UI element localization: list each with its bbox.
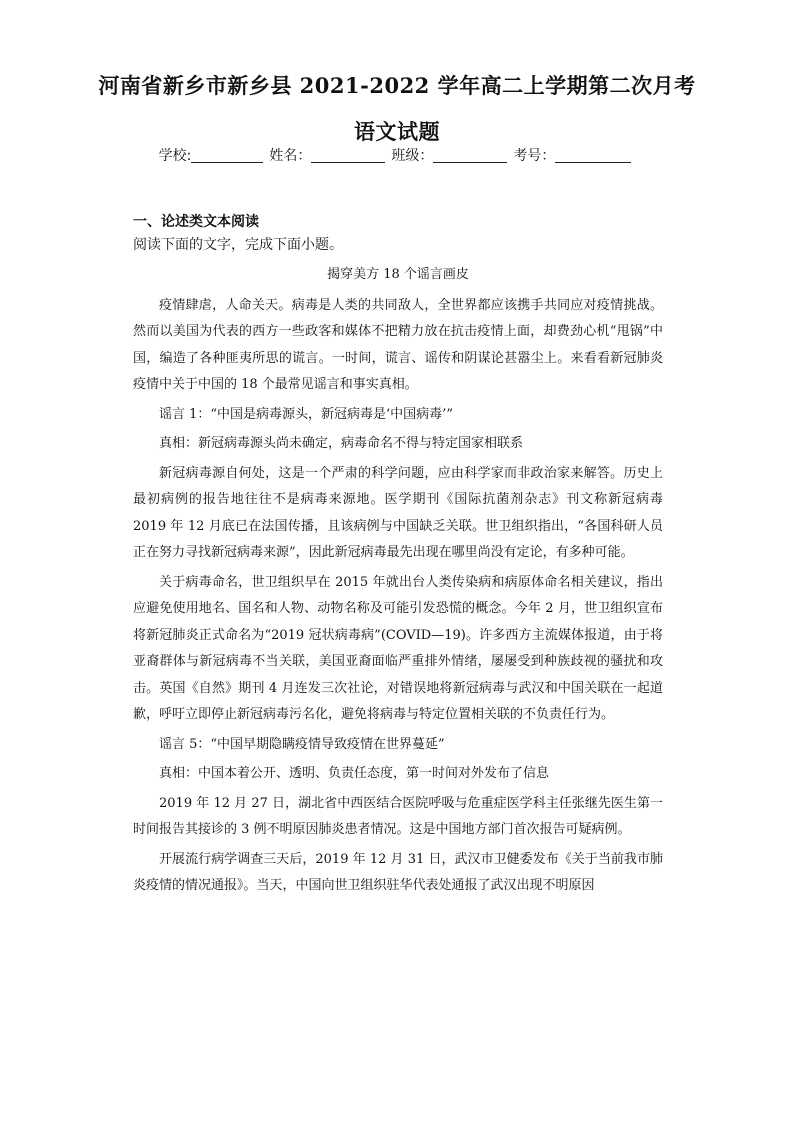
exam-number-label: 考号： — [513, 148, 556, 164]
section-heading: 一、论述类文本阅读 — [133, 214, 259, 230]
class-blank[interactable] — [433, 148, 507, 163]
article-paragraph: 关于病毒命名，世卫组织早在 2015 年就出台人类传染病和病原体命名相关建议，指出应避免使用地名、国名和人物、动物名称及可能引发恐慌的概念。今年 2 月，世卫组织宣布将新冠肺炎正式命名为“2019 冠状病毒病”(COVID—19)。许多西方主流媒体报道，由于将亚裔群体与新冠病毒不当关联，美国亚裔面临严重排外情绪，屡屡受到种族歧视的骚扰和攻击。英国《自然》期刊 4 月连发三次社论，对错误地将新冠病毒与武汉和中国关联在一起道歉，呼吁立即停止新冠病毒污名化，避免将病毒与特定位置相关联的不负责任行为。 — [133, 574, 663, 722]
section-instruction: 阅读下面的文字，完成下面小题。 — [133, 237, 343, 253]
truth-heading: 真相：中国本着公开、透明、负责任态度，第一时间对外发布了信息 — [159, 766, 550, 781]
truth-heading: 真相：新冠病毒源头尚未确定，病毒命名不得与特定国家相联系 — [159, 436, 524, 451]
article-paragraph: 新冠病毒源自何处，这是一个严肃的科学问题，应由科学家而非政治家来解答。历史上最初病例的报告地往往不是病毒来源地。医学期刊《国际抗菌剂杂志》刊文称新冠病毒 2019 年 12 月底已在法国传播，且该病例与中国缺乏关联。世卫组织指出，“各国科研人员正在努力寻找新冠病毒来源”，因此新冠病毒最先出现在哪里尚没有定论，有多种可能。 — [133, 465, 663, 560]
article-paragraph: 开展流行病学调查三天后，2019 年 12 月 31 日，武汉市卫健委发布《关于当前我市肺炎疫情的情况通报》。当天，中国向世卫组织驻华代表处通报了武汉出现不明原因 — [133, 851, 663, 893]
article-paragraph: 2019 年 12 月 27 日，湖北省中西医结合医院呼吸与危重症医学科主任张继先医生第一时间报告其接诊的 3 例不明原因肺炎患者情况。这是中国地方部门首次报告可疑病例。 — [133, 795, 663, 837]
name-blank[interactable] — [311, 148, 385, 163]
article-title: 揭穿美方 18 个谣言画皮 — [327, 267, 469, 282]
school-label: 学校: — [158, 148, 192, 164]
exam-subject-title: 语文试题 — [354, 119, 440, 144]
exam-number-blank[interactable] — [555, 148, 631, 163]
article-body — [133, 262, 663, 903]
name-label: 姓名： — [269, 148, 312, 164]
article-paragraph: 疫情肆虐，人命关天。病毒是人类的共同敌人，全世界都应该携手共同应对疫情挑战。然而以美国为代表的西方一些政客和媒体不把精力放在抗击疫情上面，却费劲心机“甩锅”中国，编造了各种匪夷所思的谎言。一时间，谎言、谣传和阴谋论甚嚣尘上。来看看新冠肺炎疫情中关于中国的 18 个最常见谣言和事实真相。 — [133, 297, 663, 392]
student-info-line — [0, 145, 794, 165]
exam-title: 河南省新乡市新乡县 2021-2022 学年高二上学期第二次月考 — [98, 73, 696, 98]
rumor-heading: 谣言 1：“中国是病毒源头，新冠病毒是‘中国病毒’” — [159, 406, 453, 422]
class-label: 班级： — [391, 148, 434, 164]
school-blank[interactable] — [191, 148, 263, 163]
rumor-heading: 谣言 5：“中国早期隐瞒疫情导致疫情在世界蔓延” — [159, 736, 445, 752]
